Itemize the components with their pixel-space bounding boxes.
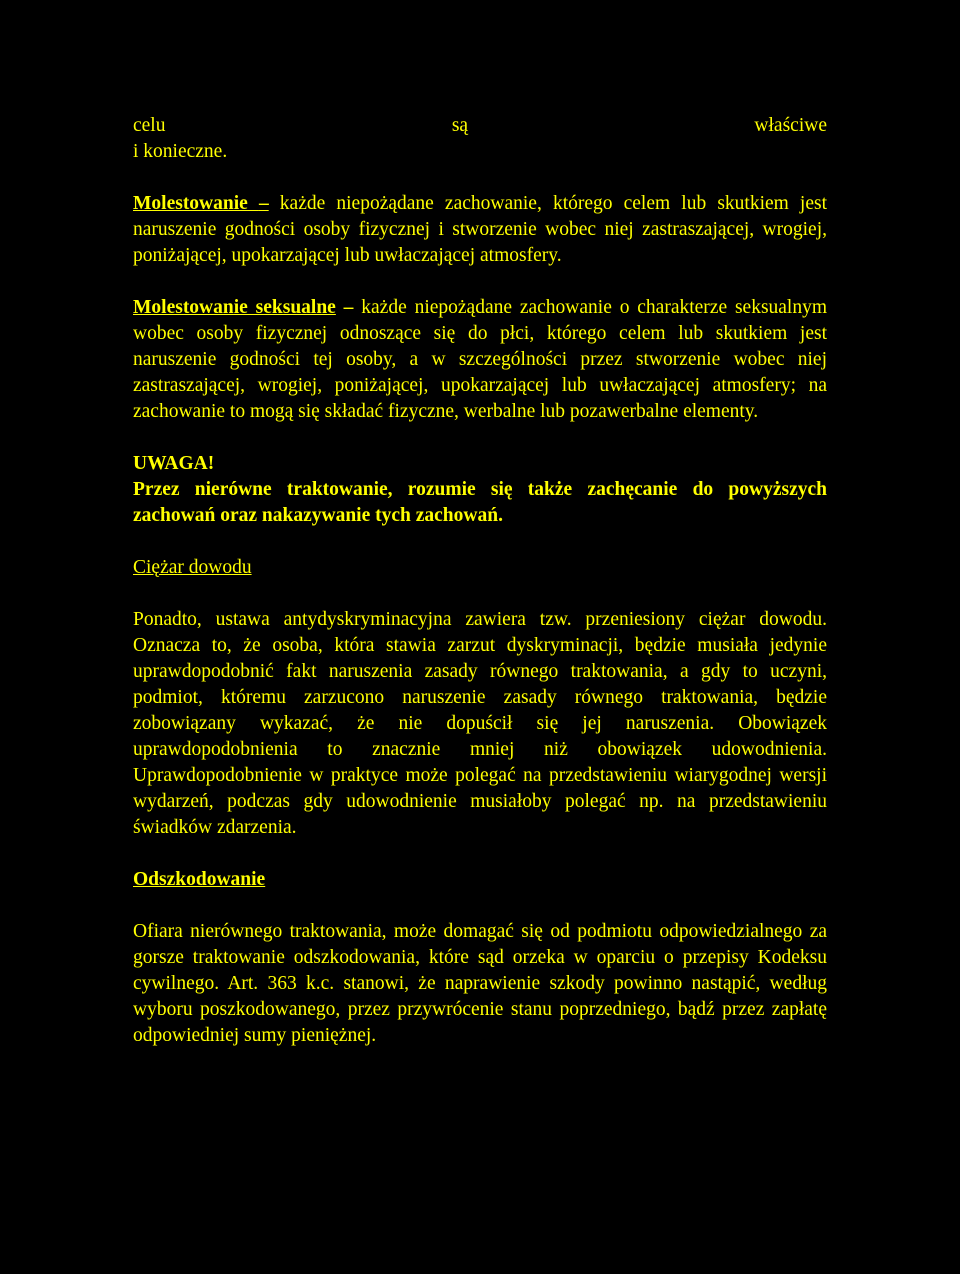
- section-text-ciezar-dowodu: Ponadto, ustawa antydyskryminacyjna zawiera tzw. przeniesiony ciężar dowodu. Oznacza to, że osoba, która stawia zarzut dyskryminacji, będzie musiała jedynie uprawdopodobnić fakt naruszenia zasady równego traktowania, a gdy to uczyni, podmiot, któremu zarzucono naruszenie zasady równego traktowania, będzie zobowiązany wykazać, że nie dopuścił się jej naruszenia. Obowiązek uprawdopodobnienia to znacznie mniej niż obowiązek udowodnienia. Uprawdopodobnienie w praktyce może polegać na przedstawieniu wiarygodnej wersji wydarzeń, podczas gdy udowodnienie musiałoby polegać np. na przedstawieniu świadków zdarzenia.: [133, 609, 827, 838]
- definition-text: każde niepożądane zachowanie o charakterze seksualnym wobec osoby fizycznej odnoszące się do płci, którego celem lub skutkiem jest naruszenie godności tej osoby, a w szczególności przez stworzenie wobec niej zastraszającej, wrogiej, poniżającej, upokarzającej lub uwłaczającej atmosfery; na zachowanie to mogą się składać fizyczne, werbalne lub pozawerbalne elementy.: [133, 297, 828, 422]
- definition-molestowanie: [133, 191, 827, 269]
- intro-line: [133, 113, 827, 139]
- section-heading-odszkodowanie: Odszkodowanie: [133, 869, 266, 890]
- document-page: [133, 113, 827, 1049]
- definition-term: Molestowanie seksualne: [133, 297, 336, 318]
- section-heading-ciezar-dowodu: Ciężar dowodu: [133, 557, 252, 578]
- intro-word: celu: [133, 115, 166, 136]
- definition-text: każde niepożądane zachowanie, którego celem lub skutkiem jest naruszenie godności osoby fizycznej i stworzenie wobec niej zastraszającej, wrogiej, poniżającej, upokarzającej lub uwłaczającej atmosfery.: [133, 193, 828, 266]
- uwaga-label: UWAGA!: [133, 453, 215, 474]
- intro-word: są: [451, 115, 469, 136]
- intro-word: właściwe: [754, 115, 827, 136]
- definition-molestowanie-seksualne: [133, 295, 827, 425]
- definition-dash: –: [335, 297, 354, 318]
- section-text-odszkodowanie: Ofiara nierównego traktowania, może domagać się od podmiotu odpowiedzialnego za gorsze traktowanie odszkodowania, które sąd orzeka w oparciu o przepisy Kodeksu cywilnego. Art. 363 k.c. stanowi, że naprawienie szkody powinno nastąpić, według wyboru poszkodowanego, przez przywrócenie stanu poprzedniego, bądź przez zapłatę odpowiedniej sumy pieniężnej.: [133, 921, 827, 1046]
- definition-term: Molestowanie: [133, 193, 259, 214]
- intro-continuation: i konieczne.: [133, 141, 228, 162]
- definition-dash: –: [258, 193, 269, 214]
- uwaga-text: Przez nierówne traktowanie, rozumie się także zachęcanie do powyższych zachowań oraz nakazywanie tych zachowań.: [133, 479, 827, 526]
